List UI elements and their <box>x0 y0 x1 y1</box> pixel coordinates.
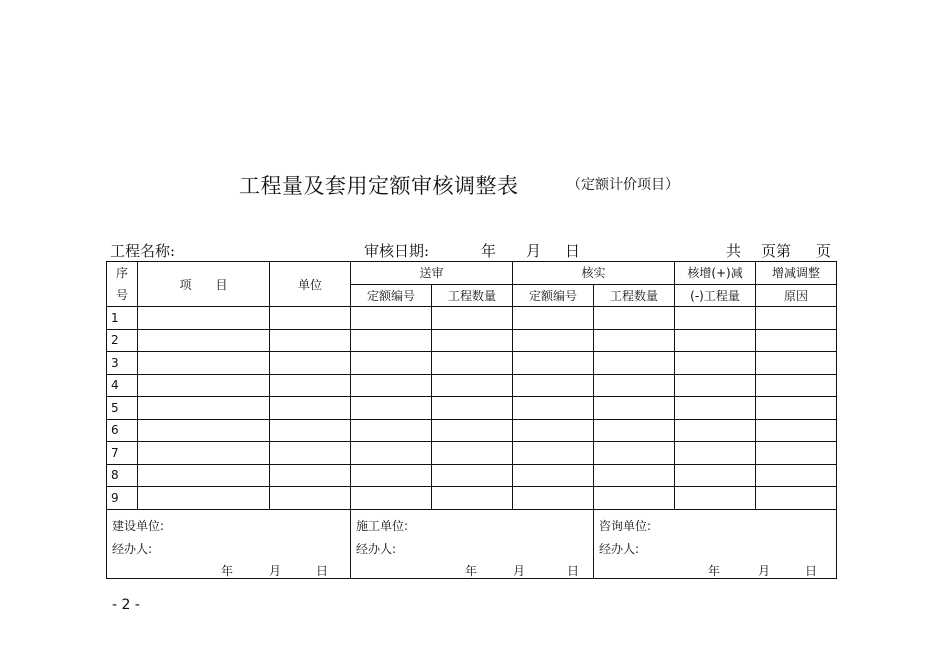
page-of-label: 页第 <box>761 242 792 260</box>
table-cell <box>756 397 837 420</box>
table-cell <box>351 397 432 420</box>
table-cell <box>675 397 756 420</box>
table-cell <box>594 442 675 465</box>
table-cell <box>513 352 594 375</box>
table-cell <box>138 329 270 352</box>
table-row <box>107 464 837 487</box>
consulting-year: 年 <box>708 563 721 578</box>
footer-builder <box>351 509 594 578</box>
table-cell <box>675 352 756 375</box>
row-number: 3 <box>107 352 138 375</box>
row-number: 6 <box>107 419 138 442</box>
header-change-bottom: (-)工程量 <box>675 284 756 307</box>
table-cell <box>594 419 675 442</box>
table-cell <box>351 329 432 352</box>
table-cell <box>138 374 270 397</box>
table-cell <box>594 487 675 510</box>
header-item: 项 目 <box>138 262 270 307</box>
footer-row <box>107 509 837 578</box>
table-cell <box>351 464 432 487</box>
header-row <box>107 262 837 285</box>
table-cell <box>138 307 270 330</box>
table-cell <box>432 374 513 397</box>
table-cell <box>594 464 675 487</box>
audit-date-month: 月 <box>526 242 542 260</box>
table-cell <box>513 464 594 487</box>
header-verified-quota: 定额编号 <box>513 284 594 307</box>
table-row <box>107 352 837 375</box>
table-cell <box>432 397 513 420</box>
table-cell <box>513 487 594 510</box>
builder-month: 月 <box>513 563 526 578</box>
header-unit: 单位 <box>270 262 351 307</box>
consulting-unit-label: 咨询单位: <box>599 518 652 533</box>
table-cell <box>756 307 837 330</box>
table-row <box>107 419 837 442</box>
table-cell <box>432 352 513 375</box>
page-end-label: 页 <box>816 242 832 260</box>
table-cell <box>270 464 351 487</box>
table-cell <box>432 307 513 330</box>
table-row <box>107 397 837 420</box>
audit-date-label: 审核日期: <box>364 242 430 260</box>
consulting-handler-label: 经办人: <box>599 541 640 556</box>
table-cell <box>270 329 351 352</box>
audit-table <box>106 261 837 579</box>
row-number: 1 <box>107 307 138 330</box>
table-cell <box>756 374 837 397</box>
construction-unit-label: 建设单位: <box>112 518 165 533</box>
row-number: 5 <box>107 397 138 420</box>
construction-month: 月 <box>269 563 282 578</box>
table-cell <box>594 307 675 330</box>
row-number: 8 <box>107 464 138 487</box>
footer-consulting <box>594 509 837 578</box>
header-change-top: 核增(+)减 <box>675 262 756 285</box>
table-row <box>107 329 837 352</box>
table-cell <box>675 419 756 442</box>
header-verified: 核实 <box>513 262 675 285</box>
table-cell <box>756 464 837 487</box>
table-cell <box>351 307 432 330</box>
table-cell <box>513 307 594 330</box>
table-cell <box>270 397 351 420</box>
footer-construction <box>107 509 351 578</box>
table-cell <box>432 329 513 352</box>
table-cell <box>513 419 594 442</box>
table-cell <box>594 352 675 375</box>
builder-handler-label: 经办人: <box>356 541 397 556</box>
table-cell <box>756 329 837 352</box>
total-pages-label: 共 <box>726 242 742 260</box>
table-cell <box>675 487 756 510</box>
table-cell <box>138 419 270 442</box>
header-seq <box>107 262 138 307</box>
table-cell <box>675 329 756 352</box>
table-cell <box>513 397 594 420</box>
table-cell <box>594 397 675 420</box>
table-cell <box>270 442 351 465</box>
table-cell <box>675 442 756 465</box>
consulting-day: 日 <box>805 563 818 578</box>
table-row <box>107 442 837 465</box>
table-cell <box>432 487 513 510</box>
table-cell <box>351 419 432 442</box>
table-cell <box>351 442 432 465</box>
table-cell <box>138 487 270 510</box>
table-cell <box>675 374 756 397</box>
table-cell <box>756 419 837 442</box>
construction-day: 日 <box>316 563 329 578</box>
table-cell <box>270 487 351 510</box>
table-cell <box>594 329 675 352</box>
builder-year: 年 <box>465 563 478 578</box>
table-cell <box>513 374 594 397</box>
header-seq-top: 序 <box>115 266 128 280</box>
table-cell <box>138 352 270 375</box>
header-reason-bottom: 原因 <box>756 284 837 307</box>
table-cell <box>351 487 432 510</box>
table-row <box>107 307 837 330</box>
builder-day: 日 <box>567 563 580 578</box>
table-cell <box>432 419 513 442</box>
header-submitted-quota: 定额编号 <box>351 284 432 307</box>
row-number: 2 <box>107 329 138 352</box>
document-title: 工程量及套用定额审核调整表 <box>239 174 519 198</box>
row-number: 9 <box>107 487 138 510</box>
consulting-month: 月 <box>758 563 771 578</box>
page-number: - 2 - <box>112 597 140 613</box>
table-cell <box>270 352 351 375</box>
table-row <box>107 487 837 510</box>
table-body <box>107 307 837 510</box>
table-cell <box>270 419 351 442</box>
header-submitted-quantity: 工程数量 <box>432 284 513 307</box>
row-number: 4 <box>107 374 138 397</box>
table-cell <box>594 374 675 397</box>
project-name-label: 工程名称: <box>110 242 176 260</box>
builder-unit-label: 施工单位: <box>356 518 409 533</box>
table-cell <box>270 374 351 397</box>
table-cell <box>756 487 837 510</box>
construction-year: 年 <box>221 563 234 578</box>
header-reason-top: 增减调整 <box>756 262 837 285</box>
table-cell <box>351 374 432 397</box>
header-seq-bottom: 号 <box>115 288 128 302</box>
header-verified-quantity: 工程数量 <box>594 284 675 307</box>
table-cell <box>513 442 594 465</box>
table-row <box>107 374 837 397</box>
table-cell <box>756 442 837 465</box>
header-submitted: 送审 <box>351 262 513 285</box>
audit-date-year: 年 <box>481 242 497 260</box>
table-cell <box>138 397 270 420</box>
table-cell <box>513 329 594 352</box>
audit-date-day: 日 <box>565 242 581 260</box>
table-cell <box>675 464 756 487</box>
table-cell <box>270 307 351 330</box>
table-cell <box>432 442 513 465</box>
table-cell <box>138 442 270 465</box>
table-cell <box>138 464 270 487</box>
table-cell <box>756 352 837 375</box>
table-cell <box>351 352 432 375</box>
table-cell <box>432 464 513 487</box>
construction-handler-label: 经办人: <box>112 541 153 556</box>
row-number: 7 <box>107 442 138 465</box>
table-cell <box>675 307 756 330</box>
document-subtitle: （定额计价项目） <box>567 177 679 193</box>
